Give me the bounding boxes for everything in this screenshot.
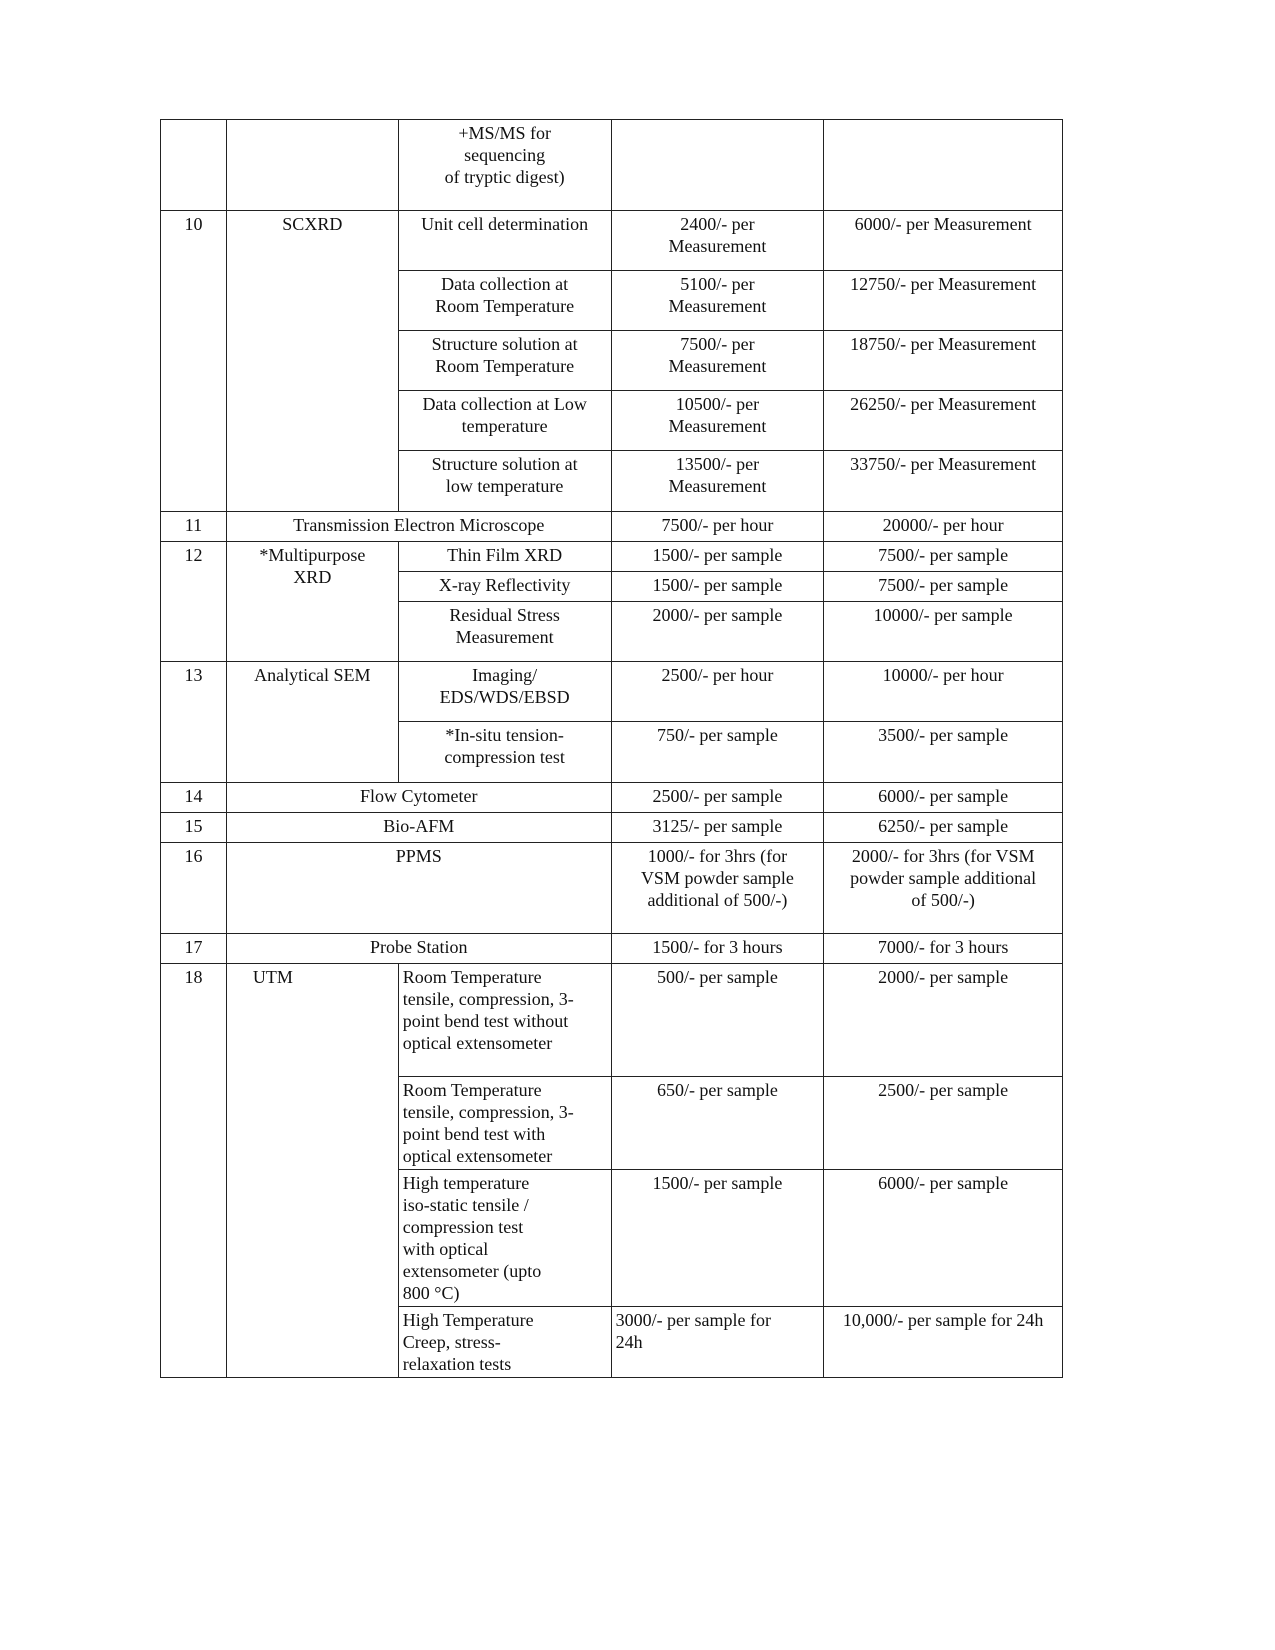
- cell-instrument: Probe Station: [226, 934, 611, 964]
- table-row: [161, 964, 1063, 1077]
- cell-external: 2000/- for 3hrs (for VSM powder sample additional of 500/-): [824, 843, 1063, 934]
- cell-external: 12750/- per Measurement: [824, 271, 1063, 331]
- cell-external: 7000/- for 3 hours: [824, 934, 1063, 964]
- cell-external: 2500/- per sample: [824, 1077, 1063, 1170]
- cell-test: Thin Film XRD: [398, 542, 611, 572]
- cell-no: 12: [161, 542, 227, 662]
- table-row: [161, 542, 1063, 572]
- cell-external: 10000/- per hour: [824, 662, 1063, 722]
- cell-internal: 7500/- per Measurement: [611, 331, 824, 391]
- cell-external: [824, 120, 1063, 211]
- cell-internal: 13500/- per Measurement: [611, 451, 824, 512]
- cell-internal: 10500/- per Measurement: [611, 391, 824, 451]
- cell-test: Data collection at Low temperature: [398, 391, 611, 451]
- cell-external: 6000/- per Measurement: [824, 211, 1063, 271]
- cell-no: 15: [161, 813, 227, 843]
- table-row: [161, 662, 1063, 722]
- cell-external: 10000/- per sample: [824, 602, 1063, 662]
- cell-internal: 1000/- for 3hrs (for VSM powder sample additional of 500/-): [611, 843, 824, 934]
- cell-test: Residual Stress Measurement: [398, 602, 611, 662]
- cell-instrument: SCXRD: [226, 211, 398, 512]
- cell-test: Room Temperature tensile, compression, 3- point bend test without optical extensometer: [398, 964, 611, 1077]
- cell-internal: 1500/- per sample: [611, 572, 824, 602]
- cell-internal: 2400/- per Measurement: [611, 211, 824, 271]
- cell-internal: 2000/- per sample: [611, 602, 824, 662]
- cell-no: 17: [161, 934, 227, 964]
- cell-internal: 650/- per sample: [611, 1077, 824, 1170]
- table-row: [161, 934, 1063, 964]
- cell-no: 10: [161, 211, 227, 512]
- cell-instrument: Flow Cytometer: [226, 783, 611, 813]
- cell-no: 18: [161, 964, 227, 1378]
- cell-instrument: Transmission Electron Microscope: [226, 512, 611, 542]
- cell-instrument: *Multipurpose XRD: [226, 542, 398, 662]
- table-row: [161, 211, 1063, 271]
- cell-instrument: Bio-AFM: [226, 813, 611, 843]
- cell-external: 7500/- per sample: [824, 542, 1063, 572]
- cell-internal: 750/- per sample: [611, 722, 824, 783]
- cell-test: Structure solution at Room Temperature: [398, 331, 611, 391]
- cell-test: High temperature iso-static tensile / compression test with optical extensometer (upto 800 °C): [398, 1170, 611, 1307]
- cell-test: *In-situ tension- compression test: [398, 722, 611, 783]
- cell-no: [161, 120, 227, 211]
- cell-internal: 5100/- per Measurement: [611, 271, 824, 331]
- cell-external: 2000/- per sample: [824, 964, 1063, 1077]
- cell-external: 6000/- per sample: [824, 1170, 1063, 1307]
- cell-instrument: PPMS: [226, 843, 611, 934]
- cell-test: +MS/MS for sequencing of tryptic digest): [398, 120, 611, 211]
- cell-internal: 1500/- for 3 hours: [611, 934, 824, 964]
- cell-external: 6000/- per sample: [824, 783, 1063, 813]
- cell-external: 7500/- per sample: [824, 572, 1063, 602]
- cell-internal: 2500/- per hour: [611, 662, 824, 722]
- cell-test: Room Temperature tensile, compression, 3- point bend test with optical extensometer: [398, 1077, 611, 1170]
- cell-test: Data collection at Room Temperature: [398, 271, 611, 331]
- cell-external: 6250/- per sample: [824, 813, 1063, 843]
- cell-internal: 3125/- per sample: [611, 813, 824, 843]
- cell-internal: 500/- per sample: [611, 964, 824, 1077]
- cell-external: 10,000/- per sample for 24h: [824, 1307, 1063, 1378]
- cell-no: 14: [161, 783, 227, 813]
- table-row: [161, 843, 1063, 934]
- cell-external: 26250/- per Measurement: [824, 391, 1063, 451]
- cell-instrument: [226, 120, 398, 211]
- cell-external: 20000/- per hour: [824, 512, 1063, 542]
- cell-external: 18750/- per Measurement: [824, 331, 1063, 391]
- cell-test: Imaging/ EDS/WDS/EBSD: [398, 662, 611, 722]
- charges-table: [160, 119, 1063, 1378]
- table-row: [161, 783, 1063, 813]
- table-row: [161, 512, 1063, 542]
- cell-internal: 1500/- per sample: [611, 542, 824, 572]
- cell-no: 11: [161, 512, 227, 542]
- table-row: [161, 120, 1063, 211]
- cell-internal: [611, 120, 824, 211]
- cell-external: 33750/- per Measurement: [824, 451, 1063, 512]
- cell-external: 3500/- per sample: [824, 722, 1063, 783]
- cell-internal: 2500/- per sample: [611, 783, 824, 813]
- cell-test: Unit cell determination: [398, 211, 611, 271]
- cell-test: Structure solution at low temperature: [398, 451, 611, 512]
- cell-instrument: UTM: [226, 964, 398, 1378]
- table-row: [161, 813, 1063, 843]
- cell-internal: 1500/- per sample: [611, 1170, 824, 1307]
- cell-no: 13: [161, 662, 227, 783]
- cell-no: 16: [161, 843, 227, 934]
- cell-test: X-ray Reflectivity: [398, 572, 611, 602]
- cell-instrument: Analytical SEM: [226, 662, 398, 783]
- cell-internal: 7500/- per hour: [611, 512, 824, 542]
- cell-internal: 3000/- per sample for 24h: [611, 1307, 824, 1378]
- cell-test: High Temperature Creep, stress- relaxation tests: [398, 1307, 611, 1378]
